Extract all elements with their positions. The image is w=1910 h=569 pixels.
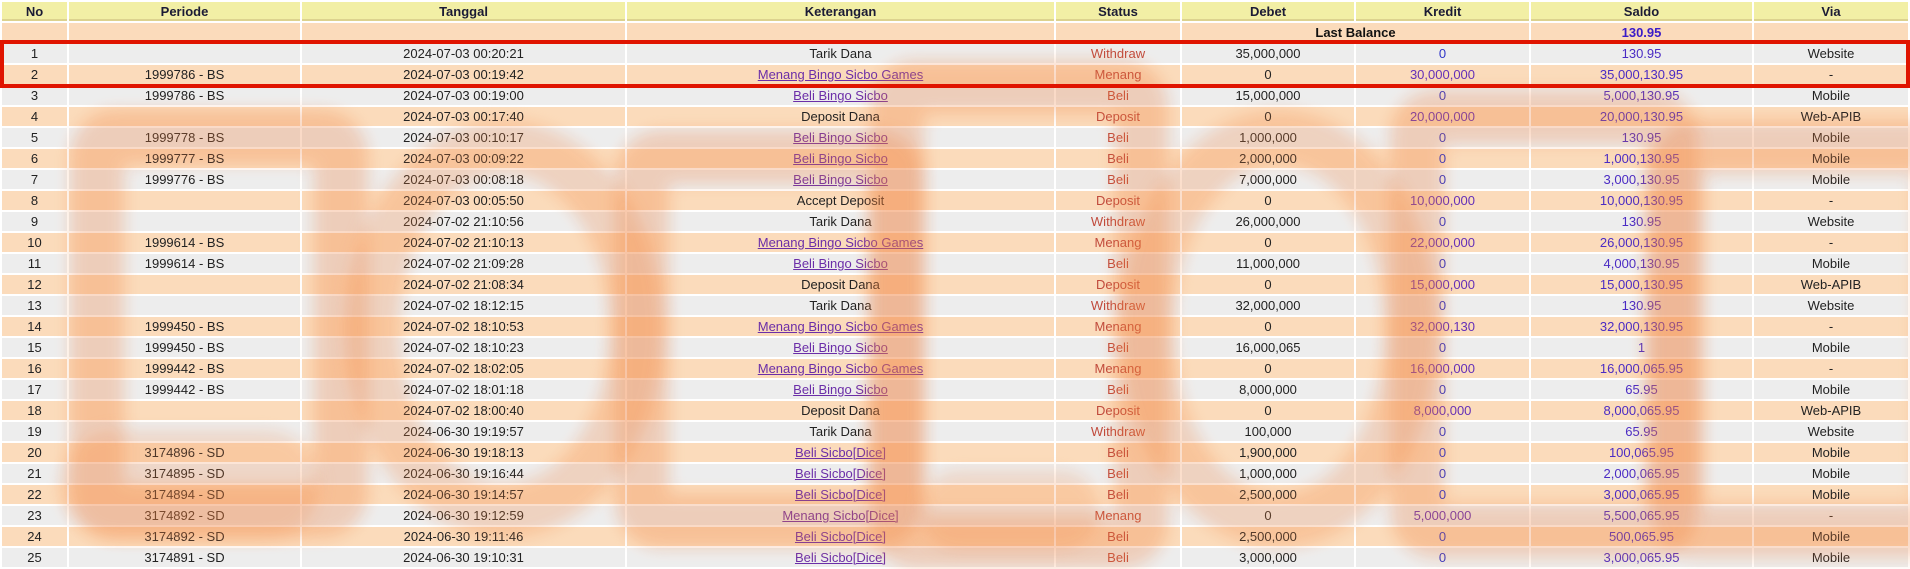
cell-tanggal: 2024-07-03 00:20:21 xyxy=(302,44,625,63)
cell-kredit: 10,000,000 xyxy=(1356,191,1529,210)
cell-empty xyxy=(302,23,625,42)
cell-no: 2 xyxy=(2,65,67,84)
cell-no: 11 xyxy=(2,254,67,273)
table-row xyxy=(2,422,1908,441)
cell-tanggal: 2024-06-30 19:16:44 xyxy=(302,464,625,483)
cell-kredit: 0 xyxy=(1356,338,1529,357)
cell-via: Mobile xyxy=(1754,128,1908,147)
cell-periode xyxy=(69,44,300,63)
cell-status: Beli xyxy=(1056,128,1180,147)
cell-no: 13 xyxy=(2,296,67,315)
cell-debet: 1,900,000 xyxy=(1182,443,1354,462)
cell-kredit: 16,000,000 xyxy=(1356,359,1529,378)
cell-via: Web-APIB xyxy=(1754,401,1908,420)
table-row xyxy=(2,254,1908,273)
column-header-periode: Periode xyxy=(69,2,300,21)
cell-keterangan: Deposit Dana xyxy=(627,401,1054,420)
column-header-keterangan: Keterangan xyxy=(627,2,1054,21)
cell-kredit: 30,000,000 xyxy=(1356,65,1529,84)
cell-periode xyxy=(69,296,300,315)
cell-no: 17 xyxy=(2,380,67,399)
keterangan-link[interactable]: Beli Sicbo[Dice] xyxy=(794,529,887,544)
cell-tanggal: 2024-07-02 21:10:13 xyxy=(302,233,625,252)
cell-via: - xyxy=(1754,191,1908,210)
cell-tanggal: 2024-06-30 19:11:46 xyxy=(302,527,625,546)
cell-keterangan: Tarik Dana xyxy=(627,422,1054,441)
cell-tanggal: 2024-06-30 19:18:13 xyxy=(302,443,625,462)
cell-saldo: 15,000,130.95 xyxy=(1531,275,1752,294)
cell-debet: 3,000,000 xyxy=(1182,548,1354,567)
cell-empty xyxy=(69,23,300,42)
cell-kredit: 22,000,000 xyxy=(1356,233,1529,252)
cell-tanggal: 2024-07-02 18:10:23 xyxy=(302,338,625,357)
cell-debet: 0 xyxy=(1182,275,1354,294)
cell-no: 4 xyxy=(2,107,67,126)
cell-kredit: 0 xyxy=(1356,212,1529,231)
cell-keterangan xyxy=(627,548,1054,567)
cell-debet: 26,000,000 xyxy=(1182,212,1354,231)
cell-kredit: 0 xyxy=(1356,485,1529,504)
cell-status: Beli xyxy=(1056,443,1180,462)
cell-tanggal: 2024-07-02 21:09:28 xyxy=(302,254,625,273)
cell-via: - xyxy=(1754,65,1908,84)
table-row xyxy=(2,212,1908,231)
cell-tanggal: 2024-07-02 18:00:40 xyxy=(302,401,625,420)
cell-tanggal: 2024-06-30 19:12:59 xyxy=(302,506,625,525)
cell-tanggal: 2024-07-03 00:08:18 xyxy=(302,170,625,189)
cell-kredit: 0 xyxy=(1356,422,1529,441)
cell-tanggal: 2024-07-02 18:02:05 xyxy=(302,359,625,378)
keterangan-link[interactable]: Menang Bingo Sicbo Games xyxy=(757,361,924,376)
cell-status: Withdraw xyxy=(1056,212,1180,231)
cell-via: Web-APIB xyxy=(1754,275,1908,294)
cell-periode: 1999786 - BS xyxy=(69,65,300,84)
cell-status: Deposit xyxy=(1056,401,1180,420)
cell-via: Mobile xyxy=(1754,338,1908,357)
cell-kredit: 0 xyxy=(1356,464,1529,483)
table-row xyxy=(2,296,1908,315)
cell-saldo: 130.95 xyxy=(1531,212,1752,231)
cell-tanggal: 2024-07-03 00:10:17 xyxy=(302,128,625,147)
cell-periode: 1999614 - BS xyxy=(69,233,300,252)
cell-debet: 7,000,000 xyxy=(1182,170,1354,189)
cell-kredit: 32,000,130 xyxy=(1356,317,1529,336)
cell-periode xyxy=(69,107,300,126)
cell-tanggal: 2024-06-30 19:10:31 xyxy=(302,548,625,567)
cell-keterangan: Deposit Dana xyxy=(627,275,1054,294)
cell-status: Menang xyxy=(1056,233,1180,252)
keterangan-link[interactable]: Menang Bingo Sicbo Games xyxy=(757,67,924,82)
cell-saldo: 26,000,130.95 xyxy=(1531,233,1752,252)
cell-status: Menang xyxy=(1056,359,1180,378)
table-row xyxy=(2,170,1908,189)
cell-status: Beli xyxy=(1056,548,1180,567)
cell-empty xyxy=(1056,23,1180,42)
table-row xyxy=(2,65,1908,84)
last-balance-label: Last Balance xyxy=(1182,23,1529,42)
cell-keterangan xyxy=(627,233,1054,252)
cell-empty xyxy=(2,23,67,42)
cell-saldo: 16,000,065.95 xyxy=(1531,359,1752,378)
cell-keterangan xyxy=(627,254,1054,273)
cell-via: Mobile xyxy=(1754,149,1908,168)
table-row xyxy=(2,149,1908,168)
cell-via: - xyxy=(1754,233,1908,252)
cell-saldo: 10,000,130.95 xyxy=(1531,191,1752,210)
cell-debet: 1,000,000 xyxy=(1182,464,1354,483)
cell-tanggal: 2024-07-03 00:05:50 xyxy=(302,191,625,210)
cell-tanggal: 2024-07-02 21:10:56 xyxy=(302,212,625,231)
cell-status: Withdraw xyxy=(1056,422,1180,441)
cell-debet: 2,500,000 xyxy=(1182,485,1354,504)
table-row xyxy=(2,338,1908,357)
keterangan-link[interactable]: Beli Sicbo[Dice] xyxy=(794,550,887,565)
cell-keterangan xyxy=(627,443,1054,462)
cell-kredit: 0 xyxy=(1356,443,1529,462)
cell-via: - xyxy=(1754,359,1908,378)
column-header-status: Status xyxy=(1056,2,1180,21)
cell-debet: 0 xyxy=(1182,65,1354,84)
cell-debet: 0 xyxy=(1182,107,1354,126)
cell-no: 22 xyxy=(2,485,67,504)
cell-tanggal: 2024-07-03 00:19:42 xyxy=(302,65,625,84)
cell-saldo: 130.95 xyxy=(1531,44,1752,63)
cell-tanggal: 2024-07-03 00:19:00 xyxy=(302,86,625,105)
keterangan-link[interactable]: Beli Bingo Sicbo xyxy=(793,88,888,103)
cell-status: Deposit xyxy=(1056,275,1180,294)
cell-no: 23 xyxy=(2,506,67,525)
cell-no: 14 xyxy=(2,317,67,336)
cell-saldo: 500,065.95 xyxy=(1531,527,1752,546)
cell-kredit: 0 xyxy=(1356,128,1529,147)
cell-periode: 1999614 - BS xyxy=(69,254,300,273)
cell-no: 25 xyxy=(2,548,67,567)
cell-debet: 8,000,000 xyxy=(1182,380,1354,399)
last-balance-row xyxy=(2,23,1908,42)
cell-debet: 35,000,000 xyxy=(1182,44,1354,63)
keterangan-link[interactable]: Beli Bingo Sicbo xyxy=(793,256,888,271)
cell-via: Website xyxy=(1754,44,1908,63)
cell-status: Deposit xyxy=(1056,191,1180,210)
table-row xyxy=(2,464,1908,483)
table-row xyxy=(2,86,1908,105)
cell-keterangan xyxy=(627,149,1054,168)
cell-keterangan xyxy=(627,128,1054,147)
cell-status: Withdraw xyxy=(1056,44,1180,63)
cell-periode: 1999786 - BS xyxy=(69,86,300,105)
cell-no: 21 xyxy=(2,464,67,483)
cell-kredit: 20,000,000 xyxy=(1356,107,1529,126)
cell-periode: 1999450 - BS xyxy=(69,317,300,336)
cell-tanggal: 2024-07-03 00:09:22 xyxy=(302,149,625,168)
cell-via: Web-APIB xyxy=(1754,107,1908,126)
cell-via: - xyxy=(1754,506,1908,525)
cell-empty xyxy=(1754,23,1908,42)
cell-periode: 1999442 - BS xyxy=(69,359,300,378)
cell-tanggal: 2024-07-02 21:08:34 xyxy=(302,275,625,294)
cell-debet: 0 xyxy=(1182,317,1354,336)
cell-no: 7 xyxy=(2,170,67,189)
cell-kredit: 0 xyxy=(1356,149,1529,168)
table-header-row xyxy=(2,2,1908,21)
column-header-saldo: Saldo xyxy=(1531,2,1752,21)
cell-tanggal: 2024-06-30 19:19:57 xyxy=(302,422,625,441)
cell-debet: 2,000,000 xyxy=(1182,149,1354,168)
cell-no: 15 xyxy=(2,338,67,357)
keterangan-link[interactable]: Menang Sicbo[Dice] xyxy=(782,508,899,523)
cell-periode: 3174896 - SD xyxy=(69,443,300,462)
cell-status: Withdraw xyxy=(1056,296,1180,315)
table-row xyxy=(2,128,1908,147)
cell-saldo: 35,000,130.95 xyxy=(1531,65,1752,84)
table-row xyxy=(2,548,1908,567)
cell-status: Menang xyxy=(1056,317,1180,336)
cell-debet: 2,500,000 xyxy=(1182,527,1354,546)
cell-via: Mobile xyxy=(1754,254,1908,273)
cell-status: Beli xyxy=(1056,149,1180,168)
cell-keterangan: Tarik Dana xyxy=(627,44,1054,63)
cell-status: Beli xyxy=(1056,527,1180,546)
cell-no: 9 xyxy=(2,212,67,231)
cell-debet: 0 xyxy=(1182,401,1354,420)
cell-keterangan xyxy=(627,527,1054,546)
cell-kredit: 0 xyxy=(1356,170,1529,189)
cell-kredit: 15,000,000 xyxy=(1356,275,1529,294)
cell-saldo: 1 xyxy=(1531,338,1752,357)
cell-saldo: 5,000,130.95 xyxy=(1531,86,1752,105)
cell-saldo: 3,000,065.95 xyxy=(1531,548,1752,567)
column-header-tanggal: Tanggal xyxy=(302,2,625,21)
cell-via: Website xyxy=(1754,212,1908,231)
cell-keterangan xyxy=(627,170,1054,189)
cell-keterangan xyxy=(627,86,1054,105)
cell-periode: 3174892 - SD xyxy=(69,506,300,525)
cell-no: 1 xyxy=(2,44,67,63)
cell-kredit: 8,000,000 xyxy=(1356,401,1529,420)
cell-kredit: 0 xyxy=(1356,44,1529,63)
cell-no: 5 xyxy=(2,128,67,147)
keterangan-link[interactable]: Beli Bingo Sicbo xyxy=(793,130,888,145)
cell-status: Menang xyxy=(1056,65,1180,84)
keterangan-link[interactable]: Beli Bingo Sicbo xyxy=(793,340,888,355)
table-row xyxy=(2,107,1908,126)
cell-no: 10 xyxy=(2,233,67,252)
cell-debet: 11,000,000 xyxy=(1182,254,1354,273)
cell-saldo: 32,000,130.95 xyxy=(1531,317,1752,336)
cell-keterangan: Tarik Dana xyxy=(627,212,1054,231)
cell-debet: 15,000,000 xyxy=(1182,86,1354,105)
cell-no: 16 xyxy=(2,359,67,378)
keterangan-link[interactable]: Beli Bingo Sicbo xyxy=(793,172,888,187)
cell-status: Beli xyxy=(1056,380,1180,399)
cell-no: 19 xyxy=(2,422,67,441)
cell-debet: 100,000 xyxy=(1182,422,1354,441)
cell-tanggal: 2024-06-30 19:14:57 xyxy=(302,485,625,504)
cell-no: 18 xyxy=(2,401,67,420)
cell-saldo: 20,000,130.95 xyxy=(1531,107,1752,126)
column-header-no: No xyxy=(2,2,67,21)
cell-debet: 32,000,000 xyxy=(1182,296,1354,315)
cell-no: 20 xyxy=(2,443,67,462)
cell-keterangan xyxy=(627,506,1054,525)
last-balance-value: 130.95 xyxy=(1531,23,1752,42)
table-row xyxy=(2,485,1908,504)
cell-saldo: 130.95 xyxy=(1531,296,1752,315)
cell-via: - xyxy=(1754,317,1908,336)
cell-periode xyxy=(69,401,300,420)
cell-keterangan xyxy=(627,380,1054,399)
table-row xyxy=(2,380,1908,399)
cell-keterangan xyxy=(627,338,1054,357)
keterangan-link[interactable]: Menang Bingo Sicbo Games xyxy=(757,319,924,334)
cell-via: Mobile xyxy=(1754,86,1908,105)
cell-keterangan xyxy=(627,65,1054,84)
table-row xyxy=(2,44,1908,63)
cell-periode: 3174891 - SD xyxy=(69,548,300,567)
transactions-body xyxy=(2,23,1908,567)
cell-tanggal: 2024-07-02 18:01:18 xyxy=(302,380,625,399)
cell-saldo: 3,000,130.95 xyxy=(1531,170,1752,189)
keterangan-link[interactable]: Beli Bingo Sicbo xyxy=(793,151,888,166)
cell-saldo: 8,000,065.95 xyxy=(1531,401,1752,420)
cell-periode: 1999442 - BS xyxy=(69,380,300,399)
cell-saldo: 65.95 xyxy=(1531,422,1752,441)
cell-via: Website xyxy=(1754,296,1908,315)
keterangan-link[interactable]: Menang Bingo Sicbo Games xyxy=(757,235,924,250)
cell-tanggal: 2024-07-02 18:10:53 xyxy=(302,317,625,336)
keterangan-link[interactable]: Beli Bingo Sicbo xyxy=(793,382,888,397)
table-row xyxy=(2,443,1908,462)
cell-via: Mobile xyxy=(1754,443,1908,462)
cell-saldo: 100,065.95 xyxy=(1531,443,1752,462)
keterangan-link[interactable]: Beli Sicbo[Dice] xyxy=(794,487,887,502)
cell-periode xyxy=(69,275,300,294)
cell-periode xyxy=(69,212,300,231)
cell-saldo: 5,500,065.95 xyxy=(1531,506,1752,525)
cell-debet: 0 xyxy=(1182,191,1354,210)
cell-keterangan xyxy=(627,317,1054,336)
cell-saldo: 3,000,065.95 xyxy=(1531,485,1752,504)
cell-no: 24 xyxy=(2,527,67,546)
cell-kredit: 5,000,000 xyxy=(1356,506,1529,525)
table-row xyxy=(2,401,1908,420)
cell-status: Beli xyxy=(1056,485,1180,504)
table-row xyxy=(2,191,1908,210)
cell-saldo: 2,000,065.95 xyxy=(1531,464,1752,483)
cell-status: Beli xyxy=(1056,338,1180,357)
cell-periode: 3174895 - SD xyxy=(69,464,300,483)
table-row xyxy=(2,527,1908,546)
cell-debet: 1,000,000 xyxy=(1182,128,1354,147)
cell-status: Beli xyxy=(1056,464,1180,483)
cell-via: Website xyxy=(1754,422,1908,441)
table-row xyxy=(2,233,1908,252)
cell-via: Mobile xyxy=(1754,548,1908,567)
cell-keterangan xyxy=(627,464,1054,483)
cell-periode: 1999450 - BS xyxy=(69,338,300,357)
cell-via: Mobile xyxy=(1754,485,1908,504)
cell-debet: 16,000,065 xyxy=(1182,338,1354,357)
column-header-kredit: Kredit xyxy=(1356,2,1529,21)
table-row xyxy=(2,506,1908,525)
cell-saldo: 1,000,130.95 xyxy=(1531,149,1752,168)
cell-keterangan: Accept Deposit xyxy=(627,191,1054,210)
cell-periode: 3174892 - SD xyxy=(69,527,300,546)
cell-tanggal: 2024-07-03 00:17:40 xyxy=(302,107,625,126)
cell-saldo: 130.95 xyxy=(1531,128,1752,147)
cell-no: 12 xyxy=(2,275,67,294)
cell-keterangan: Tarik Dana xyxy=(627,296,1054,315)
cell-debet: 0 xyxy=(1182,233,1354,252)
keterangan-link[interactable]: Beli Sicbo[Dice] xyxy=(794,445,887,460)
cell-kredit: 0 xyxy=(1356,548,1529,567)
table-row xyxy=(2,275,1908,294)
cell-periode: 1999777 - BS xyxy=(69,149,300,168)
cell-via: Mobile xyxy=(1754,380,1908,399)
cell-status: Beli xyxy=(1056,254,1180,273)
cell-kredit: 0 xyxy=(1356,86,1529,105)
cell-via: Mobile xyxy=(1754,464,1908,483)
cell-debet: 0 xyxy=(1182,506,1354,525)
cell-no: 3 xyxy=(2,86,67,105)
cell-saldo: 4,000,130.95 xyxy=(1531,254,1752,273)
cell-status: Menang xyxy=(1056,506,1180,525)
cell-keterangan: Deposit Dana xyxy=(627,107,1054,126)
column-header-debet: Debet xyxy=(1182,2,1354,21)
table-row xyxy=(2,317,1908,336)
column-header-via: Via xyxy=(1754,2,1908,21)
cell-status: Deposit xyxy=(1056,107,1180,126)
cell-periode xyxy=(69,422,300,441)
cell-kredit: 0 xyxy=(1356,254,1529,273)
cell-periode xyxy=(69,191,300,210)
cell-keterangan xyxy=(627,359,1054,378)
cell-via: Mobile xyxy=(1754,527,1908,546)
cell-status: Beli xyxy=(1056,170,1180,189)
cell-kredit: 0 xyxy=(1356,527,1529,546)
cell-kredit: 0 xyxy=(1356,296,1529,315)
cell-via: Mobile xyxy=(1754,170,1908,189)
cell-kredit: 0 xyxy=(1356,380,1529,399)
table-row xyxy=(2,359,1908,378)
cell-no: 6 xyxy=(2,149,67,168)
keterangan-link[interactable]: Beli Sicbo[Dice] xyxy=(794,466,887,481)
cell-saldo: 65.95 xyxy=(1531,380,1752,399)
cell-periode: 3174894 - SD xyxy=(69,485,300,504)
cell-tanggal: 2024-07-02 18:12:15 xyxy=(302,296,625,315)
cell-no: 8 xyxy=(2,191,67,210)
cell-keterangan xyxy=(627,485,1054,504)
cell-empty xyxy=(627,23,1054,42)
cell-periode: 1999776 - BS xyxy=(69,170,300,189)
cell-periode: 1999778 - BS xyxy=(69,128,300,147)
cell-status: Beli xyxy=(1056,86,1180,105)
cell-debet: 0 xyxy=(1182,359,1354,378)
